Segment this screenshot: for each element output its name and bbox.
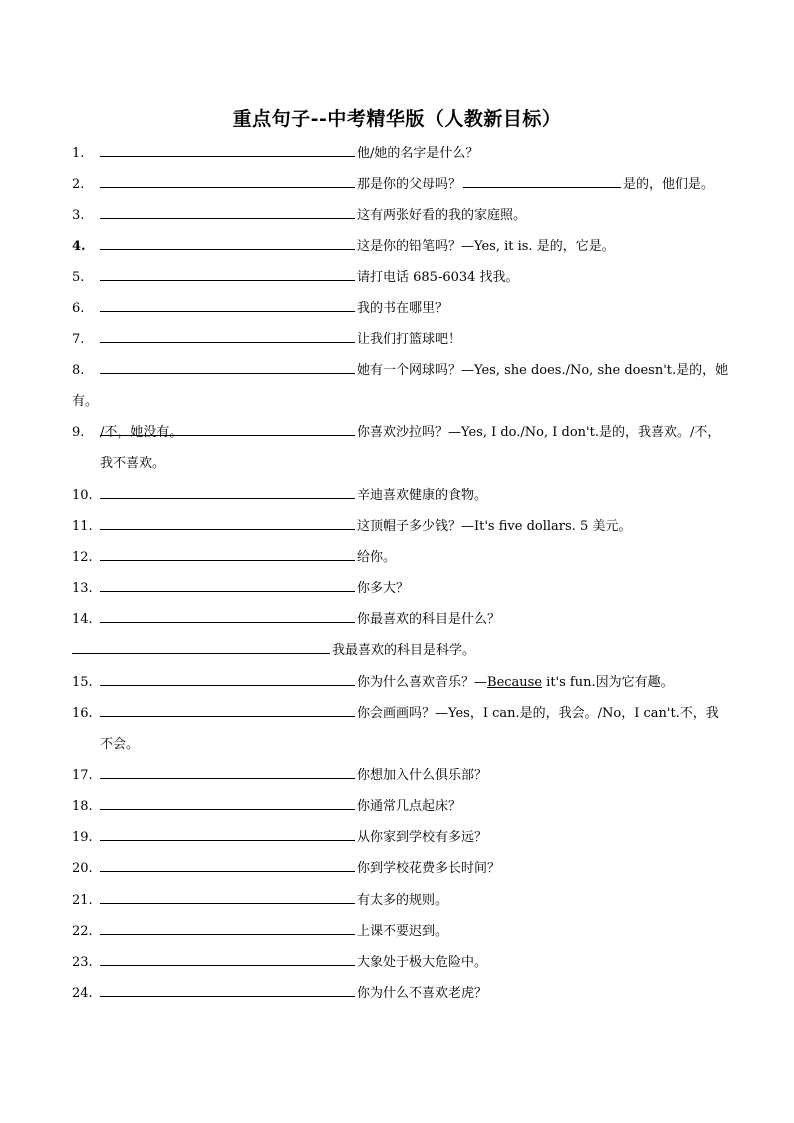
item-continuation: 不会。	[100, 737, 140, 752]
item-prompt: 有太多的规则。	[357, 893, 449, 908]
item-number: 5.	[72, 270, 85, 285]
list-item	[72, 853, 742, 884]
item-prompt: 这是你的铅笔吗？—Yes, it is. 是的，它是。	[357, 239, 615, 254]
item-prompt: 你为什么不喜欢老虎？	[357, 986, 488, 1001]
list-item	[72, 822, 742, 853]
answer-blank[interactable]	[72, 652, 330, 654]
list-item	[72, 916, 742, 947]
item-prompt: 你最喜欢的科目是什么？	[357, 612, 501, 627]
list-item	[72, 760, 742, 791]
item-prompt: 给你。	[357, 550, 397, 565]
item-number: 1.	[72, 146, 85, 161]
answer-blank[interactable]	[100, 559, 355, 561]
answer-blank[interactable]	[100, 217, 355, 219]
item-number: 21.	[72, 893, 93, 908]
item-number: 4.	[72, 239, 86, 254]
list-item	[72, 480, 742, 511]
answer-blank[interactable]	[463, 186, 621, 188]
list-item	[72, 138, 742, 169]
item-prompt: 你为什么喜欢音乐？—	[357, 675, 488, 690]
item-prompt: 你多大？	[357, 581, 410, 596]
list-item	[72, 324, 742, 355]
item-number: 16.	[72, 706, 93, 721]
answer-blank[interactable]	[100, 590, 355, 592]
answer-blank[interactable]	[100, 870, 355, 872]
item-number: 10.	[72, 488, 93, 503]
item-prompt: 你通常几点起床？	[357, 799, 462, 814]
item-number: 20.	[72, 861, 93, 876]
answer-blank[interactable]	[100, 186, 355, 188]
list-item	[72, 200, 742, 231]
item-prompt: 你会画画吗？—Yes，I can.是的，我会。/No，I can't.不，我	[357, 706, 719, 721]
item-number: 6.	[72, 301, 85, 316]
item-prompt: 我最喜欢的科目是科学。	[332, 643, 476, 658]
item-prompt: 这顶帽子多少钱？—It's five dollars. 5 美元。	[357, 519, 632, 534]
item-prompt: 他/她的名字是什么？	[357, 146, 479, 161]
list-item	[72, 169, 742, 200]
answer-blank[interactable]	[100, 528, 355, 530]
item-number: 15.	[72, 675, 93, 690]
item-prompt: 从你家到学校有多远？	[357, 830, 488, 845]
item-prompt: 你到学校花费多长时间？	[357, 861, 501, 876]
answer-blank[interactable]	[100, 684, 355, 686]
answer-blank[interactable]	[100, 995, 355, 997]
answer-blank[interactable]	[100, 341, 355, 343]
item-number: 9.	[72, 425, 85, 440]
list-item	[72, 293, 742, 324]
answer-blank[interactable]	[100, 248, 355, 250]
answer-blank[interactable]	[100, 902, 355, 904]
item-number: 11.	[72, 519, 93, 534]
item-prompt: 是的，他们是。	[623, 177, 715, 192]
item-prompt: 那是你的父母吗？	[357, 177, 462, 192]
answer-blank[interactable]	[100, 964, 355, 966]
item-prompt: it's fun.因为它有趣。	[542, 675, 674, 690]
item-continuation: 我不喜欢。	[100, 456, 166, 471]
item-prompt: 你想加入什么俱乐部？	[357, 768, 488, 783]
item-prompt: 她有一个网球吗？—Yes, she does./No, she doesn't.是的，她有。	[72, 363, 729, 409]
item-prompt: 大象处于极大危险中。	[357, 955, 488, 970]
list-item	[72, 604, 742, 635]
item-number: 14.	[72, 612, 93, 627]
answer-blank[interactable]	[100, 777, 355, 779]
list-item	[72, 978, 742, 1009]
answer-blank[interactable]	[100, 279, 355, 281]
list-item	[72, 698, 742, 760]
item-number: 3.	[72, 208, 85, 223]
list-item	[72, 635, 742, 666]
list-item	[72, 791, 742, 822]
list-item	[72, 947, 742, 978]
answer-blank[interactable]	[100, 155, 355, 157]
item-prompt: 你喜欢沙拉吗？—Yes, I do./No, I don't.是的，我喜欢。/不，	[357, 425, 721, 440]
list-item	[72, 667, 742, 698]
item-number: 19.	[72, 830, 93, 845]
item-number: 18.	[72, 799, 93, 814]
list-item	[72, 573, 742, 604]
list-item	[72, 262, 742, 293]
item-prompt: 这有两张好看的我的家庭照。	[357, 208, 527, 223]
answer-blank[interactable]	[100, 839, 355, 841]
item-prompt: 辛迪喜欢健康的食物。	[357, 488, 488, 503]
answer-blank[interactable]	[100, 434, 355, 436]
answer-blank[interactable]	[100, 933, 355, 935]
item-number: 12.	[72, 550, 93, 565]
item-number: 17.	[72, 768, 93, 783]
item-prompt: 上课不要迟到。	[357, 924, 449, 939]
answer-blank[interactable]	[100, 621, 355, 623]
item-number: 8.	[72, 363, 85, 378]
item-continuation: /不，她没有。	[100, 425, 183, 440]
answer-blank[interactable]	[100, 808, 355, 810]
item-number: 7.	[72, 332, 85, 347]
list-item	[72, 885, 742, 916]
list-item	[72, 231, 742, 262]
answer-blank[interactable]	[100, 497, 355, 499]
answer-blank[interactable]	[100, 310, 355, 312]
item-prompt: 我的书在哪里？	[357, 301, 449, 316]
answer-blank[interactable]	[100, 715, 355, 717]
list-item	[72, 542, 742, 573]
item-number: 23.	[72, 955, 93, 970]
list-item	[72, 511, 742, 542]
item-number: 24.	[72, 986, 93, 1001]
item-number: 22.	[72, 924, 93, 939]
item-prompt: 请打电话 685-6034 找我。	[357, 270, 519, 285]
underlined-word: Because	[487, 675, 543, 690]
item-number: 13.	[72, 581, 93, 596]
page-title: 重点句子--中考精华版（人教新目标）	[232, 108, 562, 130]
answer-blank[interactable]	[100, 372, 355, 374]
item-prompt: 让我们打篮球吧！	[357, 332, 462, 347]
list-item	[72, 417, 742, 479]
item-number: 2.	[72, 177, 85, 192]
